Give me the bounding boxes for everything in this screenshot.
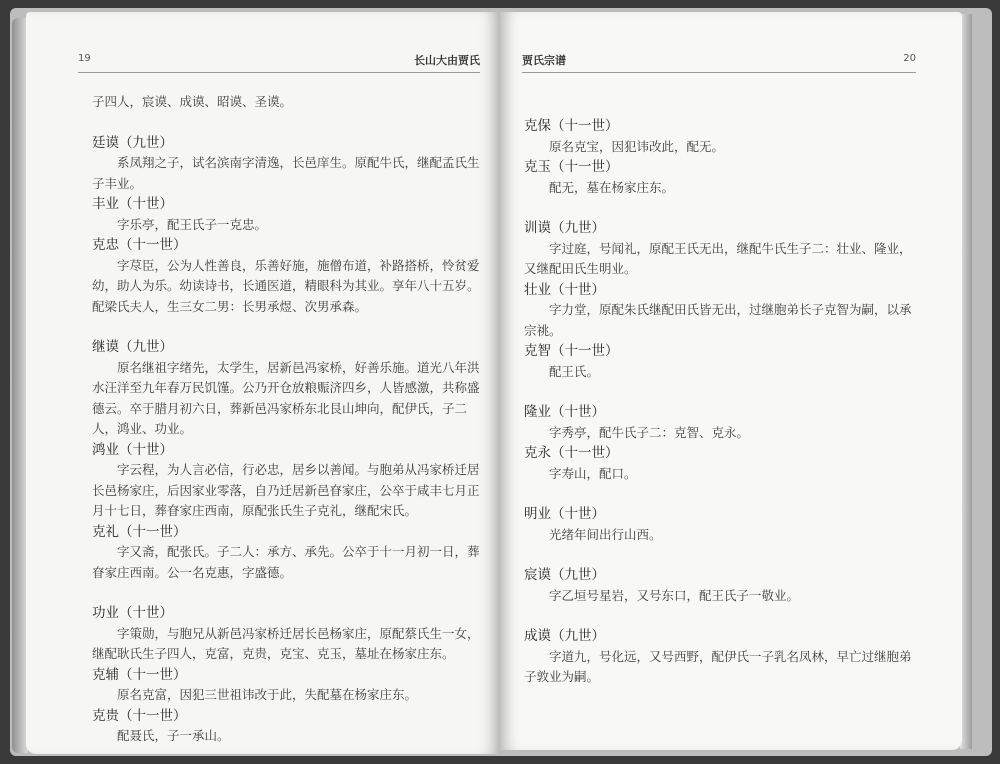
entry-text: 字道九，号化远，又号西野，配伊氏一子乳名凤林，早亡过继胞弟子敦业为嗣。 bbox=[524, 648, 912, 684]
left-page-number: 19 bbox=[78, 53, 91, 64]
entry-text: 字过庭，号闻礼，原配王氏无出，继配牛氏生子二：壮业、隆业，又继配田氏生明业。 bbox=[524, 240, 912, 276]
entry-name: 成谟（九世） bbox=[524, 628, 605, 644]
entry-text: 原名克富，因犯三世祖讳改于此，失配墓在杨家庄东。 bbox=[117, 687, 418, 702]
right-page bbox=[500, 12, 962, 750]
entry-text: 字云程，为人言必信，行必忠，居乡以善闻。与胞弟从冯家桥迁居长邑杨家庄，后因家业零落，自乃迁居新邑眘家庄，公卒于咸丰七月正月十七日，葬眘家庄西南，原配张氏生子克礼，继配宋氏。 bbox=[92, 462, 480, 518]
entry-text: 字又斋，配张氏。子二人：承方、承先。公卒于十一月初一日，葬眘家庄西南。公一名克惠，字盛德。 bbox=[92, 544, 480, 580]
left-running-title: 长山大由贾氏 bbox=[414, 54, 480, 67]
entry-text: 字乙垣号星岩，又号东口，配王氏子一敬业。 bbox=[549, 587, 800, 603]
entry-name: 克贵（十一世） bbox=[92, 707, 187, 724]
entry-name: 克玉（十一世） bbox=[524, 159, 619, 175]
entry-name: 克礼（十一世） bbox=[92, 523, 187, 540]
entry-text: 原名继祖字绪先，太学生，居新邑冯家桥，好善乐施。道光八年洪水汪洋至九年春万民饥馑。公乃开仓放粮赈济四乡，人皆感激，共称盛德云。卒于腊月初六日，葬新邑冯家桥东北艮山坤向，配伊氏，子二人，鸿业、功业。 bbox=[92, 359, 480, 436]
entry-text: 系凤翔之子，试名滨南字清逸，长邑庠生。原配牛氏，继配孟氏生子丰业。 bbox=[92, 155, 480, 191]
entry-text: 字寿山，配口。 bbox=[549, 465, 637, 481]
entry-name: 继谟（九世） bbox=[92, 339, 173, 355]
entry-name: 克智（十一世） bbox=[524, 343, 619, 359]
entry-text: 字策勋，与胞兄从新邑冯家桥迁居长邑杨家庄，原配蔡氏生一女，继配耿氏生子四人，克富，克贵，克宝、克玉，墓址在杨家庄东。 bbox=[92, 625, 480, 661]
entry-name: 功业（十世） bbox=[92, 605, 173, 621]
entry-text: 字秀亭，配牛氏子二：克智、克永。 bbox=[549, 424, 750, 440]
right-running-title: 贾氏宗谱 bbox=[522, 54, 566, 67]
entry-name: 隆业（十世） bbox=[524, 404, 605, 420]
left-page bbox=[26, 12, 500, 754]
entry-name: 壮业（十世） bbox=[524, 281, 605, 298]
entry-name: 丰业（十世） bbox=[92, 196, 173, 212]
entry-name: 鸿业（十世） bbox=[92, 441, 173, 458]
intro-line: 子四人，宸谟、成谟、昭谟、圣谟。 bbox=[92, 94, 293, 109]
entry-text: 配聂氏，子一承山。 bbox=[117, 728, 230, 743]
entry-text: 配无，墓在杨家庄东。 bbox=[549, 179, 675, 195]
entry-text: 原名克宝，因犯讳改此，配无。 bbox=[549, 138, 725, 154]
left-page-body bbox=[92, 92, 484, 747]
entry-name: 明业（十世） bbox=[524, 506, 605, 522]
entry-text: 光绪年间出行山西。 bbox=[549, 526, 662, 542]
entry-name: 训谟（九世） bbox=[524, 220, 605, 236]
entry-text: 配王氏。 bbox=[549, 363, 600, 379]
entry-name: 克永（十一世） bbox=[524, 445, 619, 461]
entry-text: 字荩臣，公为人性善良，乐善好施，施僧布道，补路搭桥，怜贫爱幼，助人为乐。幼读诗书，长通医道，精眼科为其业。享年八十五岁。配梁氏夫人，生三女二男：长男承煜、次男承森。 bbox=[92, 257, 480, 314]
entry-name: 克辅（十一世） bbox=[92, 666, 187, 683]
entry-name: 廷谟（九世） bbox=[92, 134, 173, 151]
entry-name: 克忠（十一世） bbox=[92, 237, 187, 253]
entry-name: 克保（十一世） bbox=[524, 118, 619, 134]
right-page-header bbox=[522, 52, 916, 73]
right-page-body bbox=[524, 116, 918, 688]
right-page-number: 20 bbox=[903, 53, 916, 64]
entry-text: 字力堂，原配朱氏继配田氏皆无出，过继胞弟长子克智为嗣，以承宗祧。 bbox=[524, 302, 912, 338]
left-page-header bbox=[78, 52, 480, 73]
entry-text: 字乐亭，配王氏子一克忠。 bbox=[117, 216, 268, 232]
entry-name: 宸谟（九世） bbox=[524, 567, 605, 583]
